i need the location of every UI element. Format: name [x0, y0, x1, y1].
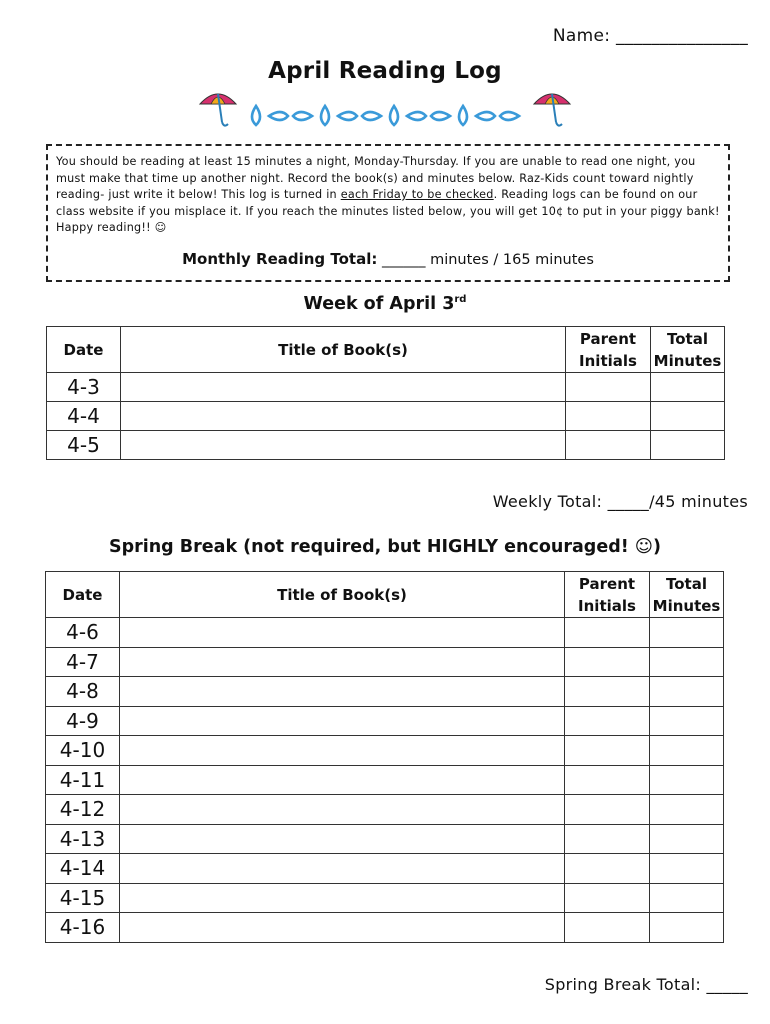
rain-decoration [192, 86, 582, 134]
header-line: Total [667, 329, 708, 348]
table-row [46, 913, 724, 943]
umbrella-icon [534, 94, 570, 126]
spring-break-table [45, 571, 724, 943]
total-minutes-cell[interactable] [650, 824, 724, 854]
book-title-cell[interactable] [120, 677, 565, 707]
raindrop-icon [362, 112, 381, 120]
total-minutes-cell[interactable] [650, 854, 724, 884]
title-header: Title of Book(s) [121, 327, 566, 373]
date-cell: 4-9 [46, 706, 120, 736]
book-title-cell[interactable] [120, 647, 565, 677]
monthly-total-value: ______ minutes / 165 minutes [381, 252, 594, 268]
total-minutes-cell[interactable] [651, 373, 725, 402]
total-minutes-cell[interactable] [650, 647, 724, 677]
date-cell: 4-13 [46, 824, 120, 854]
raindrop-icon [459, 106, 467, 125]
date-cell: 4-11 [46, 765, 120, 795]
parent-initials-cell[interactable] [565, 647, 650, 677]
book-title-cell[interactable] [120, 854, 565, 884]
monthly-total-label: Monthly Reading Total: [182, 250, 378, 268]
date-header: Date [47, 327, 121, 373]
raindrop-icon [293, 112, 312, 120]
parent-initials-cell[interactable] [565, 883, 650, 913]
total-minutes-cell[interactable] [651, 402, 725, 431]
header-line: Initials [579, 351, 637, 370]
raindrop-icon [407, 112, 426, 120]
instructions-box [46, 144, 730, 282]
raindrop-icon [269, 112, 288, 120]
raindrop-icon [252, 106, 260, 125]
table-header-row [46, 572, 724, 618]
total-minutes-cell[interactable] [650, 913, 724, 943]
table-row [46, 765, 724, 795]
spring-break-rows [46, 618, 724, 943]
header-line: Minutes [652, 596, 721, 615]
date-cell: 4-7 [46, 647, 120, 677]
book-title-cell[interactable] [120, 824, 565, 854]
table-row [46, 824, 724, 854]
parent-initials-cell[interactable] [565, 913, 650, 943]
table-row [46, 736, 724, 766]
page-title: April Reading Log [268, 58, 502, 84]
table-row [46, 883, 724, 913]
umbrella-icon [200, 94, 236, 126]
instructions-text-part: You should be reading at least 15 minutes a night, Monday-Thursday. If you are unable to read one night, you must make that time up another night. Record the book(s) and minutes below. Raz-Kids count toward nightly reading- just write it below! This log is turned in [56, 155, 696, 201]
date-cell: 4-16 [46, 913, 120, 943]
date-cell: 4-8 [46, 677, 120, 707]
raindrop-icon [338, 112, 357, 120]
date-cell: 4-10 [46, 736, 120, 766]
date-cell: 4-15 [46, 883, 120, 913]
header-line: Initials [578, 596, 636, 615]
header-line: Total [666, 574, 707, 593]
date-cell: 4-12 [46, 795, 120, 825]
table-row [47, 373, 725, 402]
table-row [47, 431, 725, 460]
parent-initials-cell[interactable] [565, 854, 650, 884]
week1-rows [47, 373, 725, 460]
table-row [46, 677, 724, 707]
parent-initials-header [565, 572, 650, 618]
weekly-total: Weekly Total: _____/45 minutes [492, 492, 748, 511]
raindrop-icon [321, 106, 329, 125]
parent-initials-cell[interactable] [565, 824, 650, 854]
book-title-cell[interactable] [120, 883, 565, 913]
parent-initials-cell[interactable] [565, 765, 650, 795]
date-cell: 4-3 [47, 373, 121, 402]
monthly-total [48, 250, 728, 268]
book-title-cell[interactable] [120, 913, 565, 943]
week1-title-suffix: rd [454, 294, 467, 306]
parent-initials-cell[interactable] [565, 795, 650, 825]
parent-initials-cell[interactable] [565, 618, 650, 648]
total-minutes-cell[interactable] [650, 736, 724, 766]
table-row [46, 647, 724, 677]
parent-initials-header [566, 327, 651, 373]
book-title-cell[interactable] [120, 618, 565, 648]
total-minutes-header [650, 572, 724, 618]
week1-title-text: Week of April 3 [303, 294, 455, 314]
instructions-text-part: . Reading logs can be found on our class website if you misplace it. If you reach the minutes listed below, you will get 10¢ to put in your piggy bank! Happy reading!! ☺ [56, 188, 720, 234]
total-minutes-cell[interactable] [650, 795, 724, 825]
parent-initials-cell[interactable] [566, 431, 651, 460]
header-line: Minutes [653, 351, 722, 370]
table-row [47, 402, 725, 431]
header-line: Parent [579, 329, 637, 348]
total-minutes-cell[interactable] [651, 431, 725, 460]
table-row [46, 795, 724, 825]
raindrop-row [252, 106, 519, 125]
total-minutes-cell[interactable] [650, 883, 724, 913]
table-header-row [47, 327, 725, 373]
table-row [46, 618, 724, 648]
spring-break-title: Spring Break (not required, but HIGHLY encouraged! ☺) [108, 537, 662, 557]
total-minutes-cell[interactable] [650, 618, 724, 648]
title-header: Title of Book(s) [120, 572, 565, 618]
book-title-cell[interactable] [120, 765, 565, 795]
spring-break-total: Spring Break Total: _____ [544, 975, 748, 994]
date-cell: 4-14 [46, 854, 120, 884]
total-minutes-cell[interactable] [650, 765, 724, 795]
date-cell: 4-4 [47, 402, 121, 431]
total-minutes-cell[interactable] [650, 677, 724, 707]
table-row [46, 706, 724, 736]
raindrop-icon [500, 112, 519, 120]
table-row [46, 854, 724, 884]
week1-title [0, 294, 770, 314]
date-cell: 4-5 [47, 431, 121, 460]
book-title-cell[interactable] [120, 795, 565, 825]
parent-initials-cell[interactable] [565, 706, 650, 736]
parent-initials-cell[interactable] [565, 736, 650, 766]
book-title-cell[interactable] [121, 431, 566, 460]
total-minutes-header [651, 327, 725, 373]
parent-initials-cell[interactable] [565, 677, 650, 707]
book-title-cell[interactable] [121, 402, 566, 431]
book-title-cell[interactable] [121, 373, 566, 402]
header-line: Parent [578, 574, 636, 593]
instructions-text [56, 154, 720, 237]
name-field-label: Name: _______________ [552, 26, 748, 46]
raindrop-icon [431, 112, 450, 120]
book-title-cell[interactable] [120, 706, 565, 736]
week1-table [46, 326, 725, 460]
raindrop-icon [476, 112, 495, 120]
raindrop-icon [390, 106, 398, 125]
parent-initials-cell[interactable] [566, 373, 651, 402]
parent-initials-cell[interactable] [566, 402, 651, 431]
date-header: Date [46, 572, 120, 618]
book-title-cell[interactable] [120, 736, 565, 766]
date-cell: 4-6 [46, 618, 120, 648]
instructions-underlined: each Friday to be checked [340, 188, 494, 201]
total-minutes-cell[interactable] [650, 706, 724, 736]
